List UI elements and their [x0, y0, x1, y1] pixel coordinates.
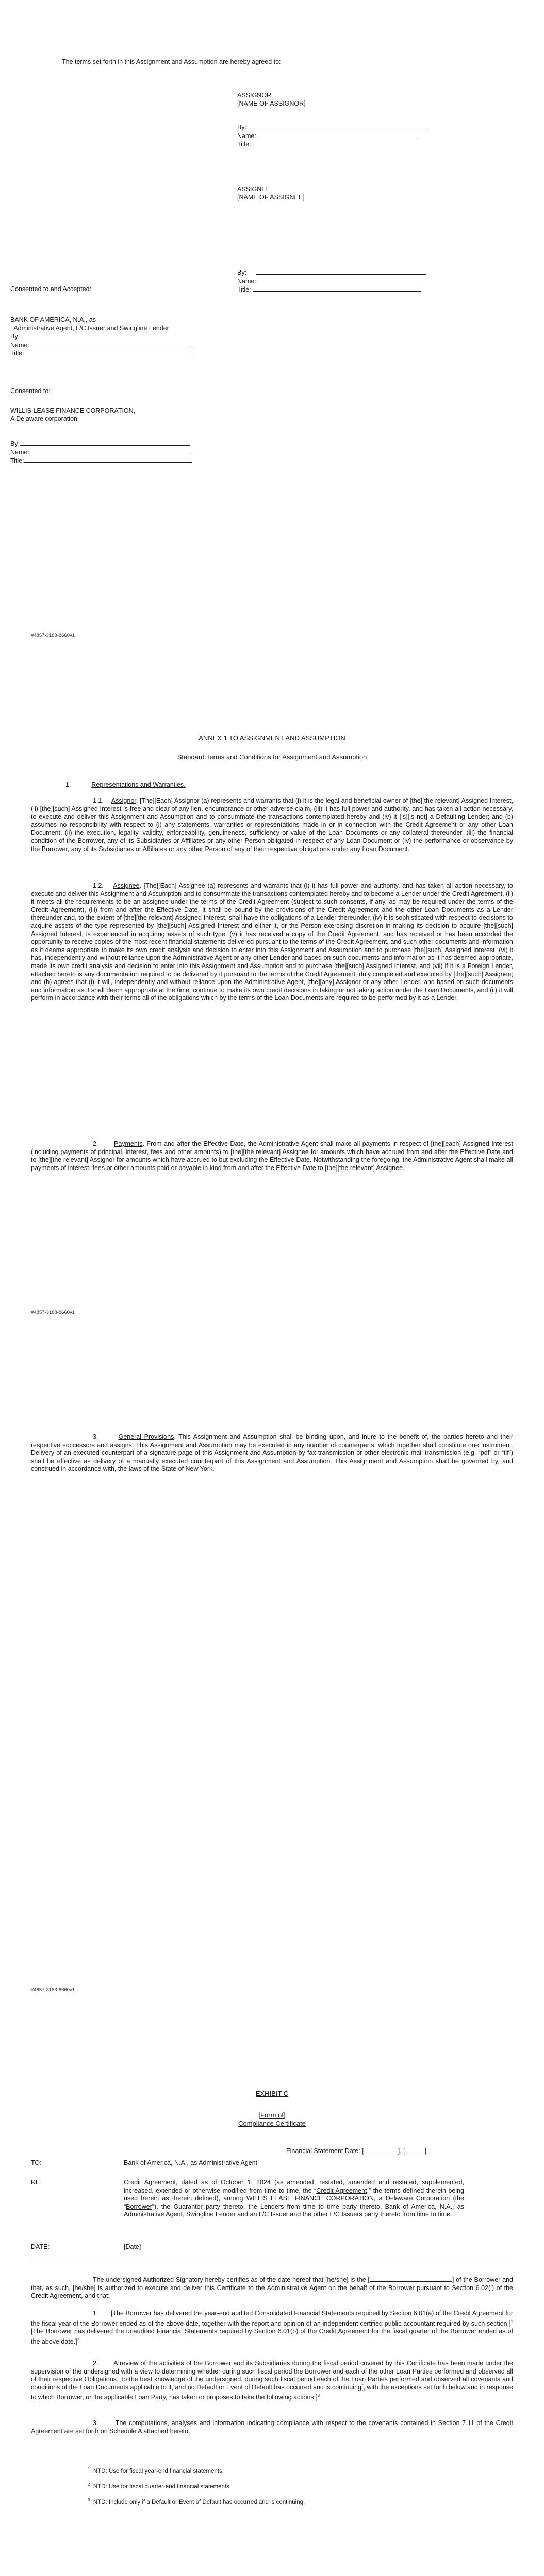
document-id: #4857-3188-8660v1: [31, 633, 75, 638]
signature-line[interactable]: [256, 268, 426, 275]
assignee-label: ASSIGNEE: [237, 185, 270, 193]
re-label: RE:: [31, 2179, 42, 2186]
section-1-2: 1.2. Assignee. [The][Each] Assignee (a) represents and warrants that (i) it has full power and authority, and has taken all action necessary, to execute and deliver this Assignment and Assumption and to consummate the transactions contemplated hereby and to become a Lender under the Credit Agreement, (ii) it meets all the requirements to be an assignee under the terms of the Credit Agreement (subject to such consents, if any, as may be required under the terms of the Credit Agreement), (iii) from and after the Effective Date, it shall be bound by the provisions of the Credit Agreement and the other Loan Documents as a Lender thereunder and, to the extent of [the][the relevant] Assigned Interest, shall have the obligations of a Lender thereunder, (iv) it is sophisticated with respect to decisions to acquire assets of the type represented by [the][such] Assigned Interest and either it, or the Person exercising discretion in making its decision to acquire [the][such] Assigned Interest, is experienced in acquiring assets of such type, (v) it has received a copy of the Credit Agreement, and has received or has been accorded the opportunity to receive copies of the most recent financial statements delivered pursuant to the terms of the Credit Agreement, and such other documents and information as it deems appropriate to make its own credit analysis and decision to enter into this Assignment and Assumption and to purchase [the][such] Assigned Interest, (vi) it has, independently and without reliance upon the Administrative Agent or any other Lender and based on such documents and information as it has deemed appropriate, made its own credit analysis and decision to enter into this Assignment and Assumption and to purchase [the][such] Assigned Interest, and (vii) if it is a Foreign Lender, attached hereto is any documentation required to be delivered by it pursuant to the terms of the Credit Agreement, duly completed and executed by [the][such] Assignee; and (b) agrees that (i) it will, independently and without reliance upon the Administrative Agent, [the][any] Assignor or any other Lender, and based on such documents and information as it shall deem appropriate at the time, continue to make its own credit decisions in taking or not taking action under the Loan Documents, and (ii) it will perform in accordance with their terms all of the obligations which by the terms of the Loan Documents are required to be performed by it as a Lender.: [31, 882, 513, 1002]
agreement-intro: The terms set forth in this Assignment and Assumption are hereby agreed to:: [62, 58, 281, 65]
assignee-block: [237, 185, 426, 294]
name-label: Name:: [237, 132, 256, 140]
boa-name: BANK OF AMERICA, N.A., as: [10, 316, 96, 324]
annex-subtitle: Standard Terms and Conditions for Assignment and Assumption: [177, 753, 367, 761]
signature-line[interactable]: [20, 439, 190, 446]
name-line[interactable]: [29, 341, 192, 347]
to-value: Bank of America, N.A., as Administrative Agent: [124, 2159, 258, 2166]
willis-block: [0, 407, 192, 465]
item-3: 3. The computations, analyses and information indicating compliance with respect to the covenants contained in Section 7.11 of the Credit Agreement are set forth on Schedule A attached hereto.: [31, 2419, 514, 2435]
title-label: Title:: [237, 141, 251, 148]
item-2: 2. A review of the activities of the Borrower and its Subsidiaries during the fiscal period covered by this Certificate has been made under the supervision of the undersigned with a view to determining whether during such fiscal period the Borrower and each of the other Loan Parties performed and observed all of their respective Obligations. To the best knowledge of the undersigned, during such fiscal period each of the Loan Parties performed and observed all covenants and conditions of the Loan Documents applicable to it, and no Default or Event of Default has occurred and is continuing[, with the exceptions set forth below and in response to which Borrower, or the applicable Loan Party, has taken or proposes to take the following actions:]$^3$: [31, 2360, 514, 2401]
fs-date-blank-1[interactable]: [364, 2147, 398, 2153]
assignee-name: [NAME OF ASSIGNEE]: [237, 193, 305, 201]
assignor-label: ASSIGNOR: [237, 92, 271, 99]
title-label: Title:: [10, 350, 24, 358]
footnotes: [88, 2465, 305, 2506]
date-label: DATE:: [31, 2243, 50, 2250]
title-line[interactable]: [24, 349, 192, 355]
officer-title-blank[interactable]: [370, 2276, 452, 2282]
exhibit-title: EXHIBIT C: [255, 2090, 289, 2097]
name-label: Name:: [10, 341, 29, 349]
name-line[interactable]: [29, 448, 192, 454]
by-label: By:: [237, 269, 247, 277]
footnote-2: $^2$ NTD: Use for fiscal quarter-end financial statements.: [88, 2482, 232, 2490]
section-1-heading: 1. Representations and Warranties.: [65, 781, 186, 788]
title-line[interactable]: [253, 285, 421, 292]
fs-date-blank-2[interactable]: [405, 2147, 425, 2153]
name-line[interactable]: [256, 277, 419, 283]
section-2: 2. Payments. From and after the Effective Date, the Administrative Agent shall make all payments in respect of [the][each] Assigned Interest (including payments of principal, interest, fees and other amounts) to [the][the relevant] Assignee for amounts which have accrued from and after the Effective Date and to [the][the relevant] Assignor for amounts which have accrued to but excluding the Effective Date. Notwithstanding the foregoing, the Administrative Agent shall make all payments of interest, fees or other amounts paid or payable in kind from and after the Effective Date to [the][the relevant] Assignee.: [31, 1140, 514, 1172]
signature-line[interactable]: [20, 332, 190, 338]
title-label: Title:: [10, 457, 24, 465]
boa-roles: Administrative Agent, L/C Issuer and Swingline Lender: [10, 324, 169, 332]
boa-block: [0, 316, 192, 358]
title-label: Title:: [237, 286, 251, 294]
by-label: By:: [237, 124, 247, 131]
exhibit-subtitle: Compliance Certificate: [238, 2120, 306, 2127]
to-label: TO:: [31, 2159, 42, 2166]
footnote-1: $^1$ NTD: Use for fiscal year-end financial statements.: [88, 2467, 224, 2475]
name-label: Name:: [10, 448, 29, 456]
section-1-1: 1.1. Assignor. [The][Each] Assignor (a) represents and warrants that (i) it is the legal and beneficial owner of [the][the relevant] Assigned Interest, (ii) [the][such] Assigned Interest is free and clear of any lien, encumbrance or other adverse claim, (iii) it has full power and authority, and has taken all action necessary, to execute and deliver this Assignment and Assumption and to consummate the transactions contemplated hereby and (iv) it [is][is not] a Defaulting Lender; and (b) assumes no responsibility with respect to (i) any statements, warranties or representations made in or in connection with the Credit Agreement or any other Loan Document, (ii) the execution, legality, validity, enforceability, genuineness, sufficiency or value of the Loan Documents or any collateral thereunder, (iii) the financial condition of the Borrower, any of its Subsidiaries or Affiliates or any other Person obligated in respect of any Loan Document or (iv) the performance or observance by the Borrower, any of its Subsidiaries or Affiliates or any other Person of any of their respective obligations under any Loan Document.: [31, 797, 513, 853]
footnote-3: $^3$ NTD: Include only if a Default or Event of Default has occurred and is continuing.: [88, 2497, 305, 2505]
date-value: [Date]: [124, 2243, 141, 2250]
signature-line[interactable]: [256, 123, 426, 129]
by-label: By:: [10, 333, 20, 341]
consented-to: Consented to:: [10, 387, 51, 395]
exhibit-form-of: [Form of]: [258, 2111, 286, 2119]
annex-title: ANNEX 1 TO ASSIGNMENT AND ASSUMPTION: [199, 734, 345, 742]
name-label: Name:: [237, 277, 256, 285]
willis-name: WILLIS LEASE FINANCE CORPORATION,: [10, 407, 136, 414]
document-id: #4857-3188-8660v1: [31, 1310, 75, 1315]
re-text: Credit Agreement, dated as of October 1, 2024 (as amended, restated, amended and restated, supplemented, increased, extended or otherwise modified from time to time, the “Credit Agreement,” the terms defined therein being used herein as therein defined), among WILLIS LEASE FINANCE CORPORATION, a Delaware Corporation (the “Borrower”), the Guarantor party thereto, the Lenders from time to time party thereto, Bank of America, N.A., as Administrative Agent, Swingline Lender and an L/C Issuer and the other L/C Issuers party thereto from time to time: [124, 2179, 464, 2218]
certification-paragraph: The undersigned Authorized Signatory hereby certifies as of the date hereof that [he/she] is the [ ] of the Borrower and that, as such, [he/she] is authorized to execute and deliver this Certificate to the Administrative Agent on the behalf of the Borrower pursuant to Section 6.02(i) of the Credit Agreement, and that:: [31, 2276, 513, 2300]
title-line[interactable]: [24, 456, 192, 463]
document-id: #4857-3188-8660v1: [31, 1987, 75, 1993]
assignor-block: [237, 92, 426, 149]
title-line[interactable]: [253, 140, 421, 146]
financial-statement-date: Financial Statement Date: [ ], [ ]: [286, 2147, 427, 2155]
assignor-name: [NAME OF ASSIGNOR]: [237, 99, 306, 107]
section-3: 3. General Provisions. This Assignment and Assumption shall be binding upon, and inure to the benefit of, the parties hereto and their respective successors and assigns. This Assignment and Assumption may be executed in any number of counterparts, which together shall constitute one instrument. Delivery of an executed counterpart of a signature page of this Assignment and Assumption by fax transmission or other electronic mail transmission (e.g. “pdf” or “tif”) shall be effective as delivery of a manually executed counterpart of this Assignment and Assumption. This Assignment and Assumption shall be governed by, and construed in accordance with, the laws of the State of New York.: [31, 1433, 513, 1473]
by-label: By:: [10, 440, 20, 448]
willis-type: A Delaware corporation: [10, 415, 77, 422]
consented-accepted: Consented to and Accepted:: [10, 285, 92, 293]
item-1: 1. [The Borrower has delivered the year-end audited Consolidated Financial Statements required by Section 6.01(a) of the Credit Agreement for the fiscal year of the Borrower ended as of the above date, together with the report and opinion of an independent certified public accountant required by such section.]$^1$ [The Borrower has delivered the unaudited Financial Statements required by Section 6.01(b) of the Credit Agreement for the fiscal quarter of the Borrower ended as of the above date.]$^2$: [31, 2310, 514, 2346]
name-line[interactable]: [256, 132, 419, 138]
